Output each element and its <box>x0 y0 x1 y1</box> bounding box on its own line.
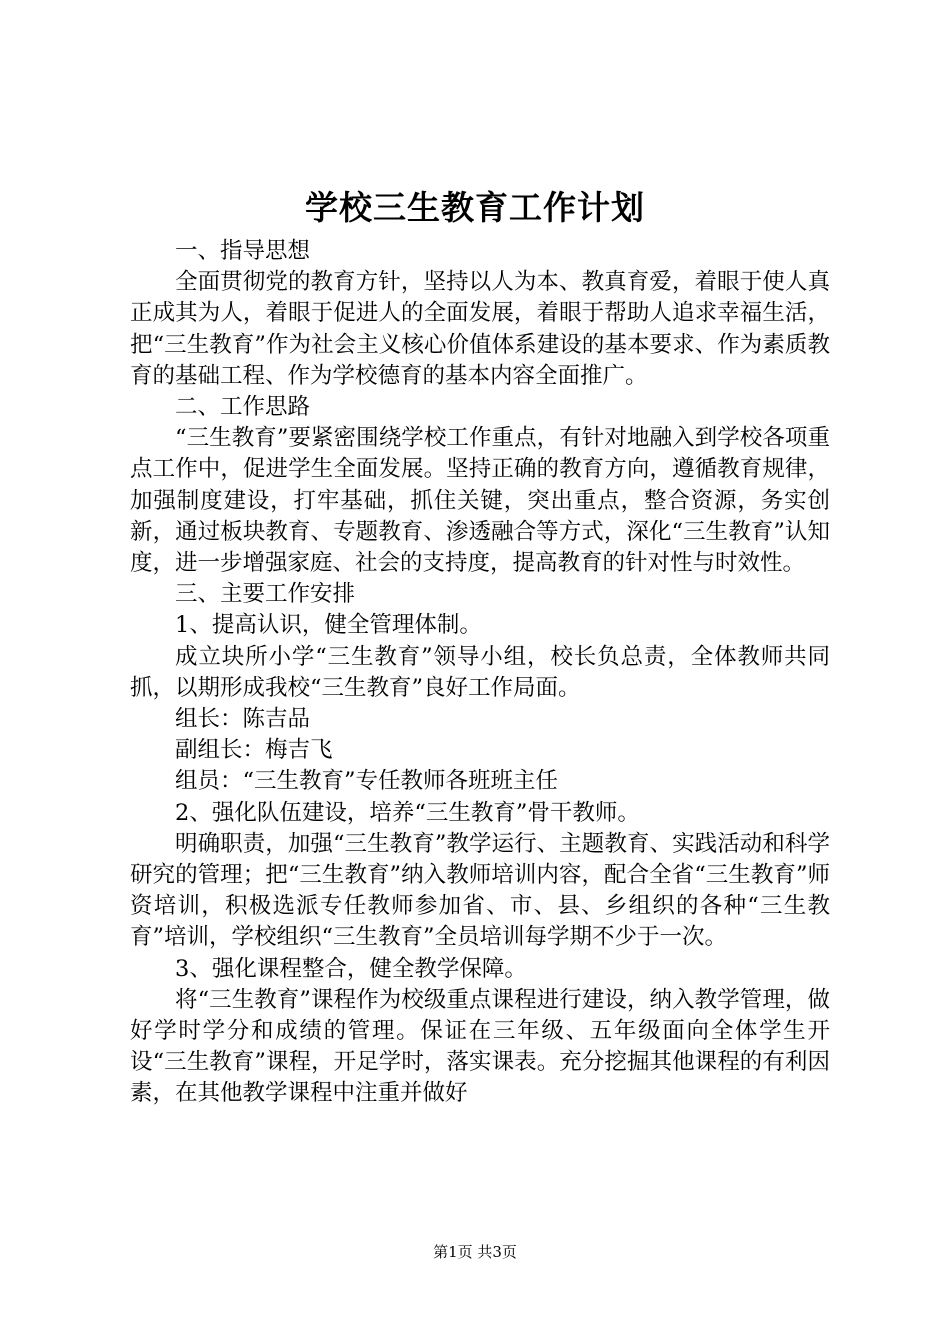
section-heading-guiding-ideology: 一、指导思想 <box>175 238 311 264</box>
document-body <box>130 236 830 1110</box>
paragraph-work-approach: “三生教育”要紧密围绕学校工作重点，有针对地融入到学校各项重点工作中，促进学生全面发展。坚持正确的教育方向，遵循教育规律，加强制度建设，打牢基础，抓住关键，突出重点，整合资源，务实创新，通过板块教育、专题教育、渗透融合等方式，深化“三生教育”认知度，进一步增强家庭、社会的支持度，提高教育的针对性与时效性。 <box>130 425 830 577</box>
page-footer: 第1页 共3页 <box>433 1243 517 1261</box>
subheading-1: 1、提高认识，健全管理体制。 <box>175 612 482 639</box>
subheading-2: 2、强化队伍建设，培养“三生教育”骨干教师。 <box>175 799 640 826</box>
group-leader: 组长：陈吉品 <box>175 706 311 733</box>
subheading-3: 3、强化课程整合，健全教学保障。 <box>175 955 527 982</box>
paragraph-team-building: 明确职责，加强“三生教育”教学运行、主题教育、实践活动和科学研究的管理；把“三生教育”纳入教师培训内容，配合全省“三生教育”师资培训，积极选派专任教师参加省、市、县、乡组织的各种“三生教育”培训，学校组织“三生教育”全员培训每学期不少于一次。 <box>130 830 830 951</box>
section-heading-main-arrangements: 三、主要工作安排 <box>175 581 356 608</box>
paragraph-leadership-group: 成立块所小学“三生教育”领导小组，校长负总责，全体教师共同抓，以期形成我校“三生教育”良好工作局面。 <box>130 643 830 701</box>
deputy-group-leader: 副组长：梅吉飞 <box>175 737 333 764</box>
section-heading-work-approach: 二、工作思路 <box>175 394 311 421</box>
paragraph-guiding-ideology: 全面贯彻党的教育方针，坚持以人为本、教真育爱，着眼于使人真正成其为人，着眼于促进人的全面发展，着眼于帮助人追求幸福生活，把“三生教育”作为社会主义核心价值体系建设的基本要求、作为素质教育的基础工程、作为学校德育的基本内容全面推广。 <box>130 269 830 389</box>
group-members: 组员：“三生教育”专任教师各班班主任 <box>175 768 559 795</box>
paragraph-curriculum: 将“三生教育”课程作为校级重点课程进行建设，纳入教学管理，做好学时学分和成绩的管理。保证在三年级、五年级面向全体学生开设“三生教育”课程，开足学时，落实课表。充分挖掘其他课程的有利因素，在其他教学课程中注重并做好 <box>130 986 830 1107</box>
document-title: 学校三生教育工作计划 <box>305 188 645 227</box>
